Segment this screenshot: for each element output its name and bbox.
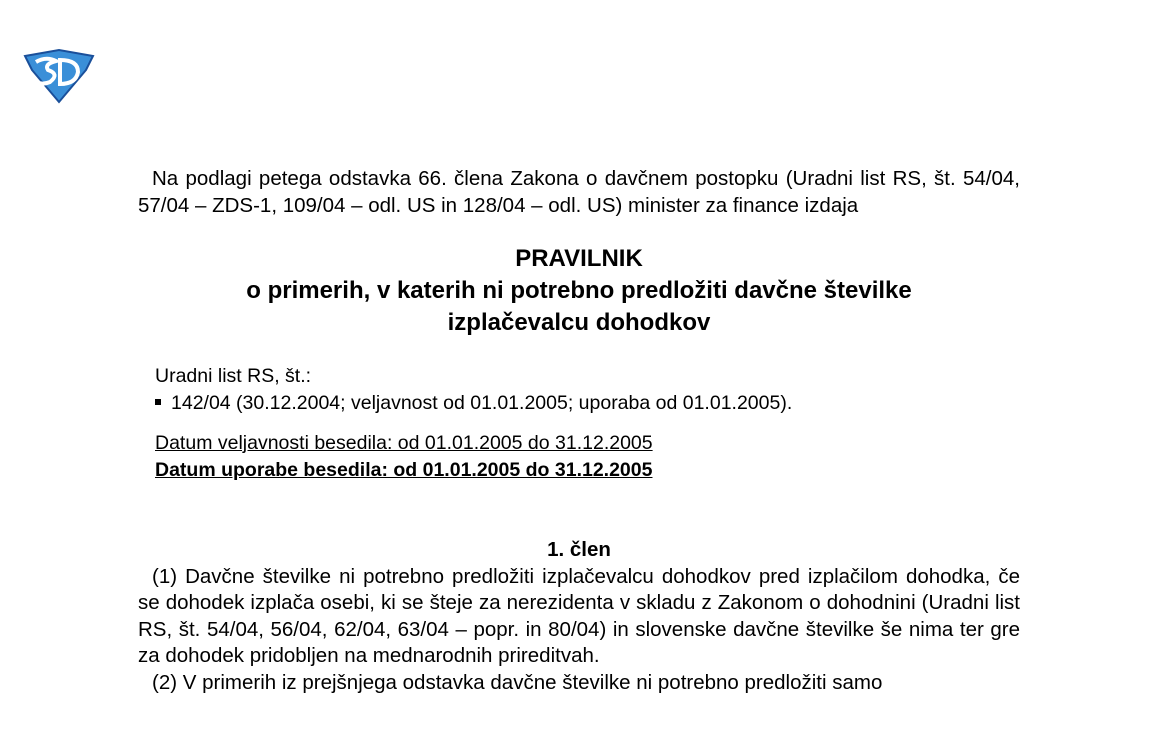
intro-paragraph: Na podlagi petega odstavka 66. člena Zakona o davčnem postopku (Uradni list RS, št. 54/04, 57/04 – ZDS-1, 109/04 – odl. US in 128/04 – odl. US) minister za finance izdaja <box>138 167 1020 217</box>
document-body <box>138 166 1020 696</box>
title-line-2: o primerih, v katerih ni potrebno predložiti davčne številke <box>246 277 912 304</box>
gazette-entry-text: 142/04 (30.12.2004; veljavnost od 01.01.2005; uporaba od 01.01.2005). <box>171 391 793 414</box>
article-paragraph-2: (2) V primerih iz prejšnjega odstavka davčne številke ni potrebno predložiti samo <box>152 670 883 694</box>
bullet-icon <box>155 399 161 405</box>
document-title <box>138 243 1020 339</box>
validity-date-text: Datum veljavnosti besedila: od 01.01.2005 do 31.12.2005 <box>155 432 653 454</box>
use-date-text: Datum uporabe besedila: od 01.01.2005 do 31.12.2005 <box>155 458 653 481</box>
article-paragraph-1: (1) Davčne številke ni potrebno predložiti izplačevalcu dohodkov pred izplačilom dohodka, če se dohodek izplača osebi, ki se šteje za nerezidenta v skladu z Zakonom o dohodnini (Uradni list RS, št. 54/04, 56/04, 62/04, 63/04 – popr. in 80/04) in slovenske davčne številke še nima ter gre za dohodek pridobljen na mednarodnih prireditvah. <box>138 564 1020 667</box>
article-title: 1. člen <box>547 538 611 561</box>
title-line-1: PRAVILNIK <box>515 245 643 272</box>
gazette-reference <box>138 363 1020 416</box>
gazette-entry <box>155 390 1020 417</box>
title-line-3: izplačevalcu dohodkov <box>447 309 711 336</box>
validity-dates <box>138 430 1020 483</box>
shield-logo-icon <box>22 48 96 104</box>
gazette-label: Uradni list RS, št.: <box>155 365 312 387</box>
